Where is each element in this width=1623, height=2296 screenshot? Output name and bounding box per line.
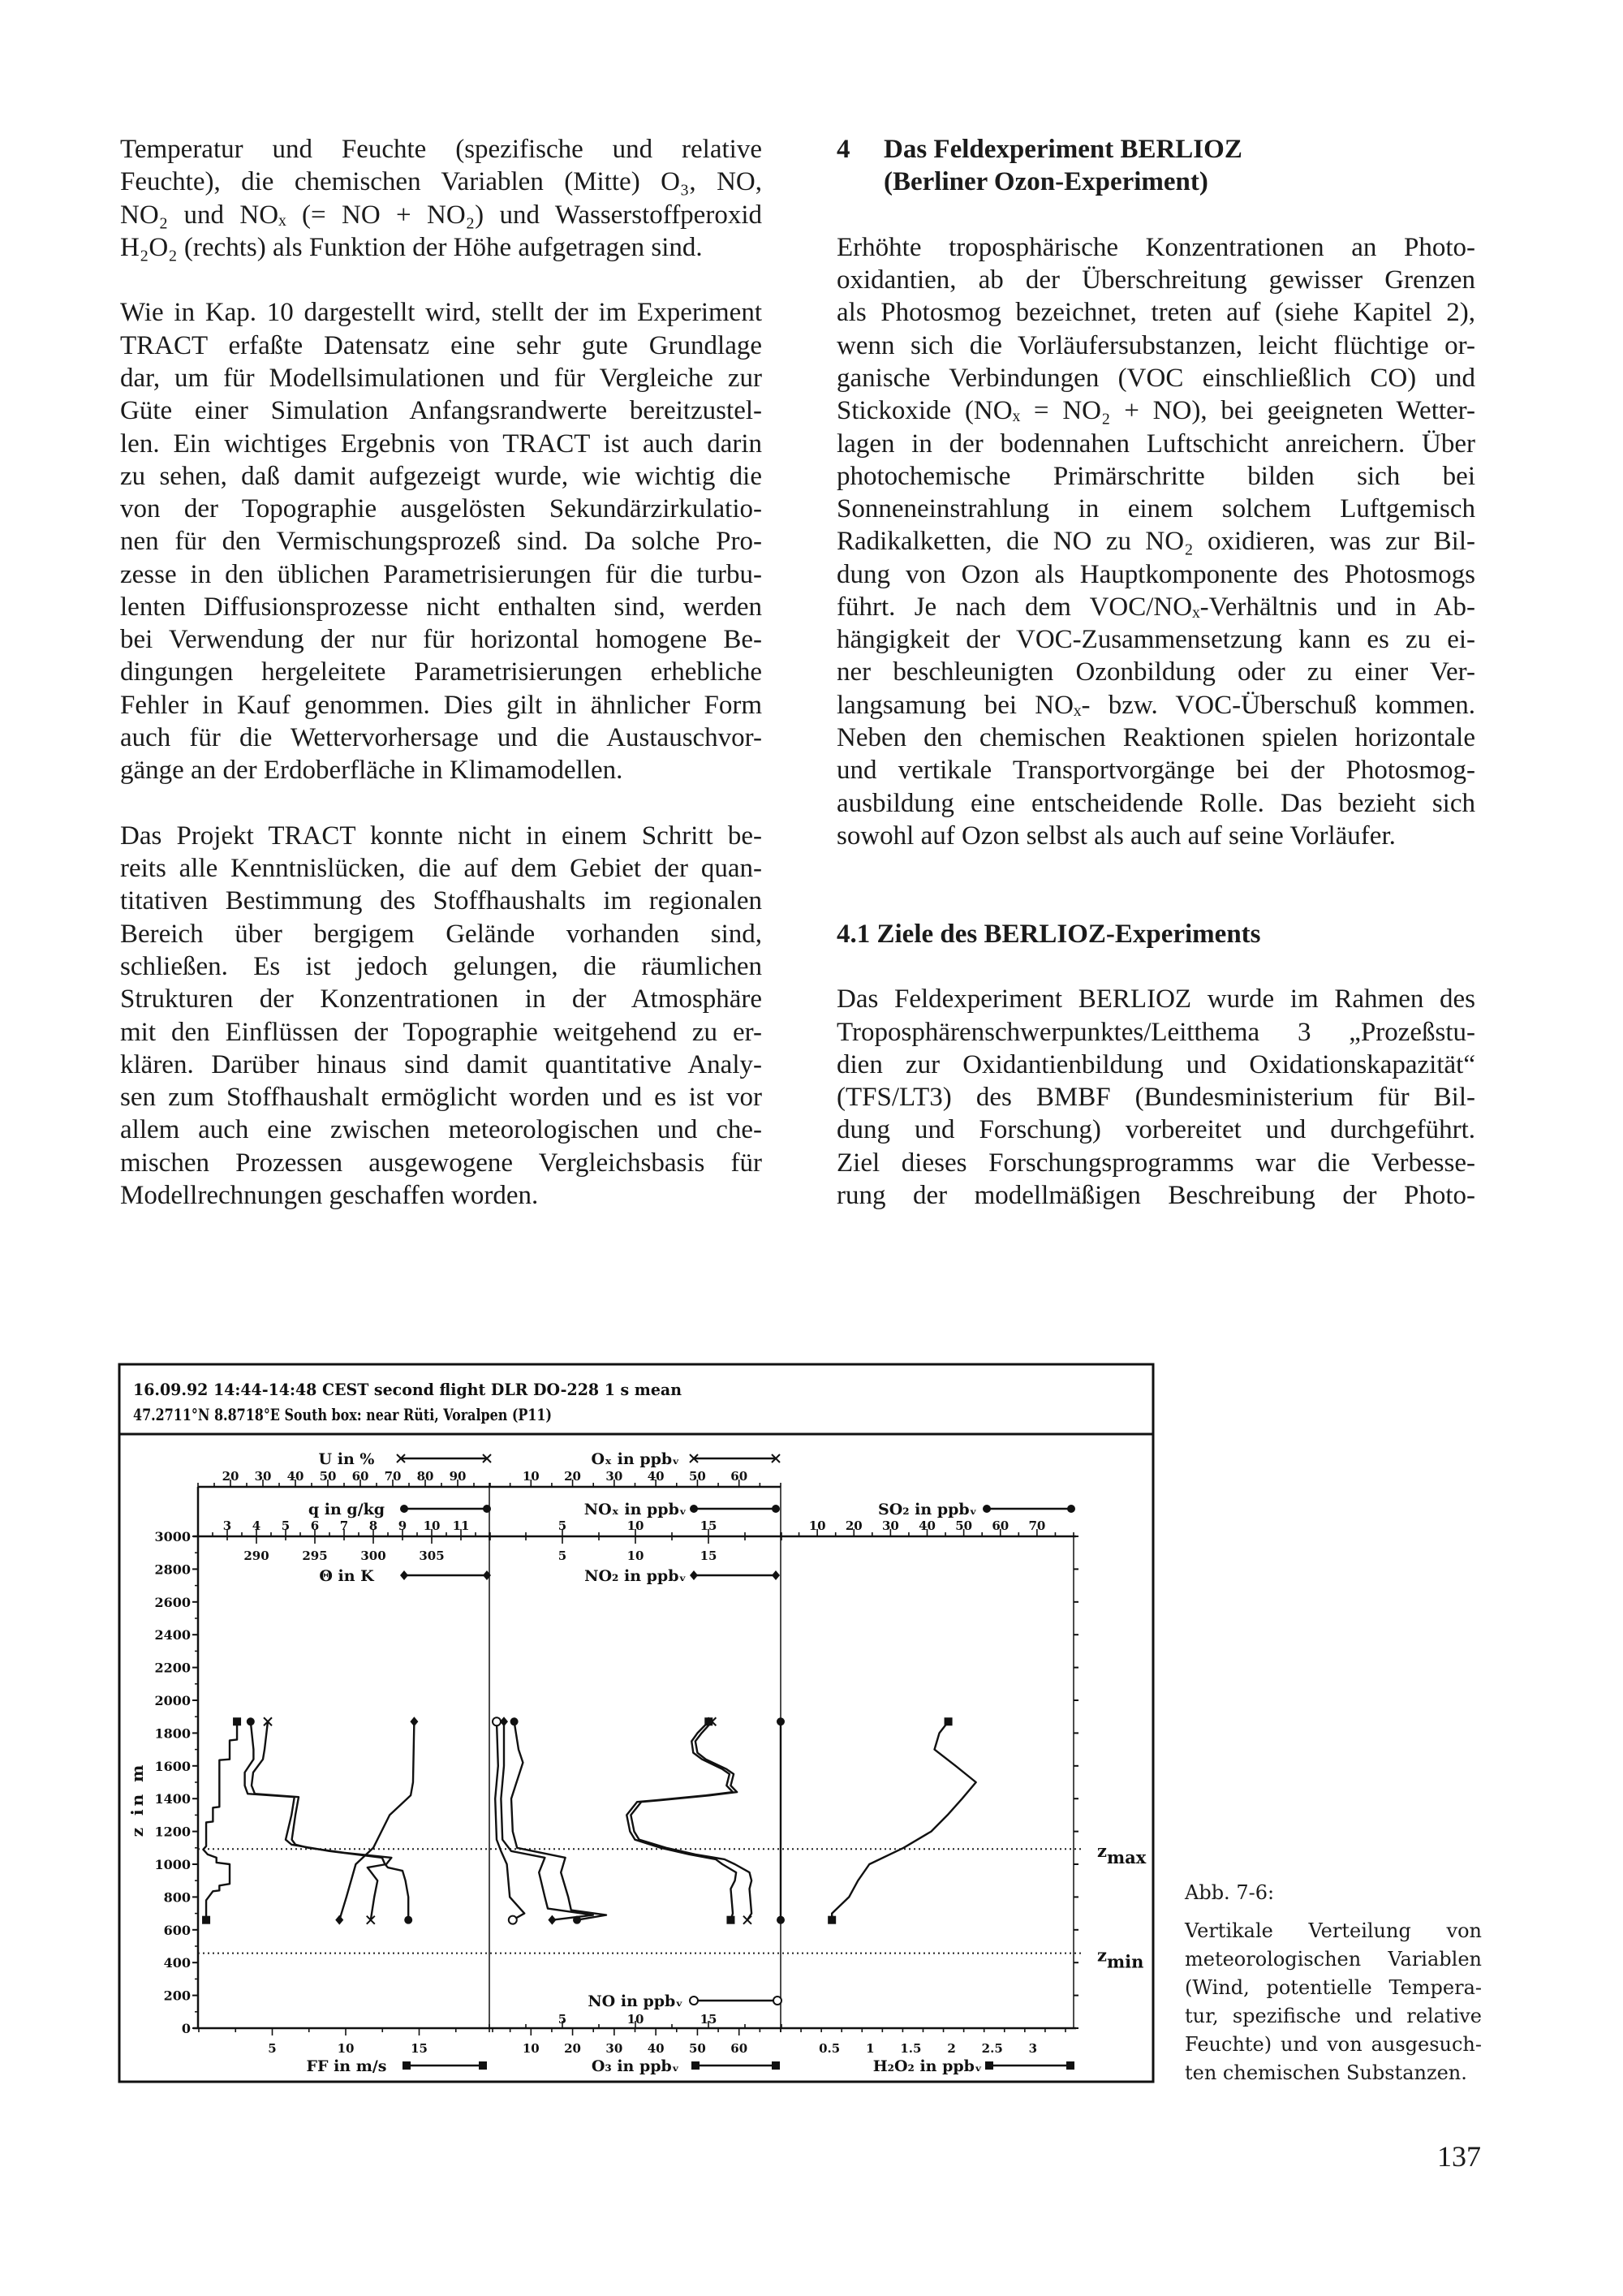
- text-line-text: oxidantien, ab der Überschreitung gewisser Grenzen: [837, 265, 1475, 295]
- text-line-text: Temperatur und Feuchte (spezifische und relative: [120, 135, 762, 164]
- text-line-text: dingungen hergeleitete Parametrisierungen erhebliche: [120, 657, 762, 687]
- no2-legend-marker-start: [690, 1570, 698, 1580]
- text-line-text: dung und Forschung) vorbereitet und durchgeführt.: [837, 1115, 1475, 1145]
- no-axis-title: NO in ppbᵥ: [588, 1992, 683, 2010]
- text-line-text: Ziel dieses Forschungsprogramms war die Verbesse-: [837, 1148, 1475, 1178]
- o3-tick-label: 20: [564, 2041, 582, 2056]
- text-line-text: Neben den chemischen Reaktionen spielen horizontale: [837, 723, 1475, 753]
- ff-axis-title: FF in m/s: [306, 2057, 387, 2075]
- q-axis-title: q in g/kg: [308, 1501, 385, 1518]
- series-h2o2-marker: [945, 1717, 953, 1725]
- no2-axis-title: NO₂ in ppbᵥ: [584, 1567, 687, 1585]
- h2o2-legend-marker-start: [985, 2061, 993, 2070]
- u-tick-label: 70: [384, 1469, 402, 1484]
- text-line-text: Radikalketten, die NO zu NO₂ oxidieren, was zur Bil-: [837, 527, 1475, 557]
- text-line-text: Güte einer Simulation Anfangsrandwerte bereitzustel-: [120, 396, 762, 426]
- text-line-text: Strukturen der Konzentrationen in der Atmosphäre: [120, 984, 762, 1014]
- so2-tick-label: 30: [881, 1518, 899, 1533]
- nox-legend-marker-start: [690, 1505, 698, 1513]
- text-line-text: Erhöhte troposphärische Konzentrationen an Photo-: [837, 232, 1475, 262]
- y-tick-label: 2800: [154, 1562, 191, 1578]
- ff-legend-marker-start: [403, 2061, 411, 2070]
- series-nox-line: [511, 1721, 606, 1919]
- caption-line: [1185, 2059, 1467, 2087]
- text-line-text: schließen. Es ist jedoch gelungen, die räumlichen: [120, 952, 762, 981]
- ref-label-sub: min: [1106, 1951, 1144, 1972]
- series-ox-marker: [743, 1916, 751, 1924]
- text-line-text: allem auch eine zwischen meteorologischen und che-: [120, 1115, 762, 1145]
- text-line-text: von der Topographie ausgelösten Sekundärzirkulatio-: [120, 494, 762, 524]
- text-line-text: ganische Verbindungen (VOC einschließlich CO) und: [837, 363, 1475, 393]
- q-tick-label: 6: [310, 1518, 320, 1533]
- figure-header-line-1: 16.09.92 14:44-14:48 CEST second flight DLR DO-228 1 s mean: [133, 1380, 682, 1399]
- caption-line: [1185, 1917, 1482, 1945]
- text-line-text: ner beschleunigten Ozonbildung oder zu einer Ver-: [837, 657, 1475, 687]
- text-line-text: Feuchte), die chemischen Variablen (Mitte) O₃, NO,: [120, 167, 762, 197]
- y-tick-label: 1200: [154, 1824, 191, 1840]
- text-line-text: führt. Je nach dem VOC/NOₓ-Verhältnis und in Ab-: [837, 592, 1475, 622]
- ref-label-sub: max: [1106, 1847, 1147, 1868]
- so2-tick-label: 20: [845, 1518, 863, 1533]
- text-line-text: ausbildung eine entscheidende Rolle. Das bezieht sich: [837, 788, 1475, 818]
- text-line-text: Das Feldexperiment BERLIOZ wurde im Rahmen des: [837, 984, 1475, 1014]
- nox-tick-label: 15: [700, 1518, 717, 1533]
- h2o2-tick-label: 3: [1028, 2041, 1038, 2056]
- text-line-text: Stickoxide (NOₓ = NO₂ + NO), bei geeigneten Wetter-: [837, 396, 1475, 426]
- o3-legend-marker-end: [772, 2061, 780, 2070]
- text-line-text: Das Projekt TRACT konnte nicht in einem Schritt be-: [120, 821, 762, 851]
- o3-tick-label: 60: [730, 2041, 748, 2056]
- y-tick-label: 400: [163, 1955, 191, 1971]
- y-tick-label: 200: [163, 1988, 191, 2004]
- nox-legend-marker-end: [772, 1505, 780, 1513]
- series-q-marker: [404, 1916, 412, 1924]
- ox-axis-title: Oₓ in ppbᵥ: [591, 1450, 680, 1468]
- caption-line-text: (Wind, potentielle Tempera-: [1185, 1976, 1482, 1999]
- so2-tick-label: 70: [1028, 1518, 1046, 1533]
- section-number-text: 4: [837, 135, 850, 164]
- q-tick-label: 9: [398, 1518, 407, 1533]
- o3-legend-marker-start: [691, 2061, 700, 2070]
- series-ox-line: [631, 1721, 751, 1919]
- text-line-text: Fehler in Kauf genommen. Dies gilt in ähnlicher Form: [120, 690, 762, 720]
- u-tick-label: 60: [351, 1469, 369, 1484]
- q-tick-label: 11: [452, 1518, 470, 1533]
- z-max-label: [1097, 1841, 1147, 1867]
- ref-label-base: z: [1097, 1841, 1107, 1862]
- nox-axis-title: NOₓ in ppbᵥ: [583, 1501, 687, 1518]
- theta-legend-marker-start: [400, 1570, 408, 1580]
- ox-tick-label: 50: [688, 1469, 706, 1484]
- q-tick-label: 4: [252, 1518, 261, 1533]
- o3-tick-label: 50: [688, 2041, 706, 2056]
- text-line-text: mischen Prozessen ausgewogene Vergleichsbasis für: [120, 1148, 762, 1178]
- text-line-text: Bereich über bergigem Gelände vorhanden sind,: [120, 919, 762, 949]
- series-ff-marker: [233, 1717, 241, 1725]
- ff-tick-label: 15: [411, 2041, 428, 2056]
- so2-tick-label: 50: [955, 1518, 973, 1533]
- caption-line-text: ten chemischen Substanzen.: [1185, 2061, 1467, 2084]
- caption-line-text: Feuchte) und von ausgesuch-: [1185, 2033, 1482, 2056]
- series-h2o2-marker: [828, 1916, 836, 1924]
- y-tick-label: 2000: [154, 1693, 191, 1708]
- section-title-text: Das Feldexperiment BERLIOZ: [884, 135, 1242, 164]
- so2-legend-marker-end: [1067, 1505, 1075, 1513]
- ox-tick-label: 10: [522, 1469, 540, 1484]
- series-nox-marker: [510, 1717, 519, 1725]
- y-tick-label: 1000: [154, 1857, 191, 1872]
- h2o2-legend-marker-end: [1066, 2061, 1074, 2070]
- u-tick-label: 50: [319, 1469, 337, 1484]
- subsection-title-text: 4.1 Ziele des BERLIOZ-Experiments: [837, 919, 1261, 949]
- no-tick-label: 10: [626, 2012, 644, 2027]
- caption-label: Abb. 7-6:: [1185, 1881, 1275, 1904]
- text-line-text: sen zum Stoffhaushalt ermöglicht worden und es ist vor: [120, 1083, 762, 1113]
- plot-area: [154, 1450, 1146, 2075]
- o3-tick-label: 10: [522, 2041, 540, 2056]
- text-line-text: (TFS/LT3) des BMBF (Bundesministerium für Bil-: [837, 1083, 1475, 1113]
- text-line-text: NO₂ und NOₓ (= NO + NO₂) und Wasserstoffperoxid: [120, 200, 762, 230]
- no2-tick-label: 10: [626, 1549, 644, 1563]
- q-tick-label: 8: [368, 1518, 378, 1533]
- figure-frame: [119, 1364, 1153, 2082]
- no-tick-label: 15: [700, 2012, 717, 2027]
- figure-header-line-2: 47.2711°N 8.8718°E South box: near Rüti, Voralpen (P11): [133, 1405, 552, 1424]
- h2o2-axis-title: H₂O₂ in ppbᵥ: [872, 2057, 983, 2075]
- text-line-text: sowohl auf Ozon selbst als auch auf seine Vorläufer.: [837, 821, 1396, 851]
- theta-axis-title: Θ in K: [319, 1567, 374, 1585]
- y-tick-label: 0: [181, 2021, 191, 2036]
- z-min-label: [1097, 1945, 1143, 1972]
- h2o2-tick-label: 0.5: [819, 2041, 841, 2056]
- series-q-marker: [247, 1717, 255, 1725]
- no2-tick-label: 15: [700, 1549, 717, 1563]
- series-theta-marker: [410, 1717, 418, 1726]
- series-ff-line: [203, 1721, 237, 1919]
- caption-line: [1185, 1974, 1482, 2002]
- y-tick-label: 1400: [154, 1791, 191, 1807]
- o3-tick-label: 30: [605, 2041, 623, 2056]
- text-line-text: mit den Einflüssen der Topographie weitgehend zu er-: [120, 1017, 762, 1047]
- y-tick-label: 1600: [154, 1758, 191, 1774]
- theta-tick-label: 295: [302, 1549, 328, 1563]
- ox-tick-label: 60: [730, 1469, 748, 1484]
- ff-legend-marker-end: [479, 2061, 487, 2070]
- u-tick-label: 80: [416, 1469, 434, 1484]
- text-line-text: nen für den Vermischungsprozeß sind. Da solche Pro-: [120, 527, 762, 557]
- y-tick-label: 2600: [154, 1594, 191, 1610]
- q-tick-label: 3: [222, 1518, 232, 1533]
- text-line-text: H₂O₂ (rechts) als Funktion der Höhe aufgetragen sind.: [120, 232, 703, 262]
- text-line-text: langsamung bei NOₓ- bzw. VOC-Überschuß kommen.: [837, 690, 1475, 720]
- so2-legend-marker-start: [983, 1505, 991, 1513]
- text-line-text: titativen Bestimmung des Stoffhaushalts im regionalen: [120, 886, 762, 916]
- text-line-text: Wie in Kap. 10 dargestellt wird, stellt der im Experiment: [120, 298, 762, 328]
- text-line-text: klären. Darüber hinaus sind damit quantitative Analy-: [120, 1049, 762, 1079]
- so2-tick-label: 60: [992, 1518, 1010, 1533]
- no2-legend-marker-end: [772, 1570, 780, 1580]
- series-ff-marker: [202, 1916, 210, 1924]
- series-so2-marker: [777, 1916, 785, 1924]
- text-line-text: als Photosmog bezeichnet, treten auf (siehe Kapitel 2),: [837, 298, 1475, 328]
- text-line-text: dung von Ozon als Hauptkomponente des Photosmogs: [837, 559, 1475, 589]
- series-o3-marker: [726, 1916, 734, 1924]
- y-tick-label: 1800: [154, 1725, 191, 1742]
- text-line-text: dien zur Oxidantienbildung und Oxidationskapazität“: [837, 1049, 1475, 1079]
- series-o3-line: [626, 1721, 736, 1919]
- text-line-text: Modellrechnungen geschaffen worden.: [120, 1180, 539, 1210]
- series-theta-line: [339, 1721, 414, 1919]
- u-tick-label: 40: [286, 1469, 304, 1484]
- theta-tick-label: 290: [243, 1549, 269, 1563]
- series-so2-marker: [777, 1717, 785, 1725]
- ox-tick-label: 40: [647, 1469, 665, 1484]
- q-legend-marker-start: [400, 1505, 408, 1513]
- text-line-text: Troposphärenschwerpunktes/Leitthema 3 „Prozeßstu-: [837, 1017, 1475, 1047]
- ff-tick-label: 5: [268, 2041, 277, 2056]
- series-h2o2-line: [832, 1721, 975, 1919]
- series-no2-line: [501, 1721, 592, 1919]
- text-line-text: photochemische Primärschritte bilden sich bei: [837, 461, 1475, 491]
- y-tick-label: 800: [163, 1889, 191, 1906]
- series-no2-marker: [548, 1915, 556, 1925]
- series-no-marker: [509, 1916, 517, 1924]
- text-line-text: wenn sich die Vorläufersubstanzen, leicht flüchtige or-: [837, 330, 1475, 360]
- nox-tick-label: 5: [558, 1518, 567, 1533]
- o3-tick-label: 40: [647, 2041, 665, 2056]
- theta-tick-label: 300: [360, 1549, 386, 1563]
- text-line-text: dar, um für Modellsimulationen und für Vergleiche zur: [120, 363, 762, 393]
- nox-tick-label: 10: [626, 1518, 644, 1533]
- y-tick-label: 2200: [154, 1660, 191, 1676]
- section-title-text: (Berliner Ozon-Experiment): [884, 167, 1208, 197]
- page-number: 137: [1437, 2140, 1481, 2173]
- so2-axis-title: SO₂ in ppbᵥ: [877, 1501, 978, 1518]
- text-line-text: zesse in den üblichen Parametrisierungen für die turbu-: [120, 559, 762, 589]
- ff-tick-label: 10: [337, 2041, 355, 2056]
- q-tick-label: 10: [423, 1518, 441, 1533]
- y-tick-label: 3000: [154, 1529, 191, 1544]
- caption-line-text: Vertikale Verteilung von: [1185, 1919, 1482, 1942]
- text-line-text: rung der modellmäßigen Beschreibung der Photo-: [837, 1180, 1475, 1210]
- h2o2-tick-label: 1.5: [900, 2041, 922, 2056]
- h2o2-tick-label: 2.5: [981, 2041, 1003, 2056]
- series-no-marker: [493, 1717, 501, 1725]
- text-line-text: len. Ein wichtiges Ergebnis von TRACT ist auch darin: [120, 429, 762, 459]
- caption-line-text: meteorologischen Variablen: [1185, 1948, 1482, 1971]
- no-tick-label: 5: [558, 2012, 567, 2027]
- no2-tick-label: 5: [558, 1549, 567, 1563]
- h2o2-tick-label: 1: [866, 2041, 875, 2056]
- caption-line: [1185, 2031, 1482, 2059]
- text-line-text: gänge an der Erdoberfläche in Klimamodellen.: [120, 756, 623, 786]
- text-line-text: auch für die Wettervorhersage und die Austauschvor-: [120, 723, 762, 753]
- no-legend-marker-end: [773, 1997, 781, 2005]
- u-tick-label: 90: [449, 1469, 467, 1484]
- text-line-text: und vertikale Transportvorgänge bei der Photosmog-: [837, 756, 1475, 786]
- so2-tick-label: 40: [919, 1518, 936, 1533]
- u-tick-label: 20: [222, 1469, 239, 1484]
- q-tick-label: 5: [281, 1518, 291, 1533]
- y-axis-label: z in m: [127, 1761, 147, 1837]
- ox-tick-label: 20: [564, 1469, 582, 1484]
- caption-line: [1185, 2002, 1482, 2031]
- theta-tick-label: 305: [419, 1549, 445, 1563]
- caption-line: [1185, 1945, 1482, 1974]
- ox-tick-label: 30: [605, 1469, 623, 1484]
- no-legend-marker-start: [690, 1997, 698, 2005]
- y-tick-label: 2400: [154, 1627, 191, 1643]
- series-theta-marker: [335, 1915, 343, 1925]
- series-u-line: [252, 1721, 391, 1919]
- series-nox-marker: [573, 1916, 581, 1924]
- text-line-text: Sonneneinstrahlung in einem solchem Luftgemisch: [837, 494, 1475, 524]
- text-line-text: zu sehen, daß damit aufgezeigt wurde, wie wichtig die: [120, 461, 762, 491]
- text-line-text: bei Verwendung der nur für horizontal homogene Be-: [120, 625, 762, 655]
- o3-axis-title: O₃ in ppbᵥ: [591, 2057, 680, 2075]
- text-line-text: reits alle Kenntnislücken, die auf dem Gebiet der quan-: [120, 854, 762, 884]
- y-tick-label: 600: [163, 1922, 191, 1938]
- q-tick-label: 7: [339, 1518, 349, 1533]
- text-line-text: lagen in der bodennahen Luftschicht anreichern. Über: [837, 429, 1475, 459]
- series-q-line: [245, 1721, 409, 1919]
- h2o2-tick-label: 2: [947, 2041, 956, 2056]
- text-line-text: TRACT erfaßte Datensatz eine sehr gute Grundlage: [120, 330, 762, 360]
- so2-tick-label: 10: [808, 1518, 826, 1533]
- u-axis-title: U in %: [318, 1450, 375, 1468]
- q-legend-marker-end: [483, 1505, 491, 1513]
- text-line-text: lenten Diffusionsprozesse nicht enthalten sind, werden: [120, 592, 762, 622]
- text-line-text: hängigkeit der VOC-Zusammensetzung kann es zu ei-: [837, 625, 1475, 655]
- series-no2-marker: [500, 1717, 508, 1726]
- u-tick-label: 30: [254, 1469, 272, 1484]
- ref-label-base: z: [1097, 1945, 1107, 1966]
- caption-line-text: tur, spezifische und relative: [1185, 2005, 1482, 2027]
